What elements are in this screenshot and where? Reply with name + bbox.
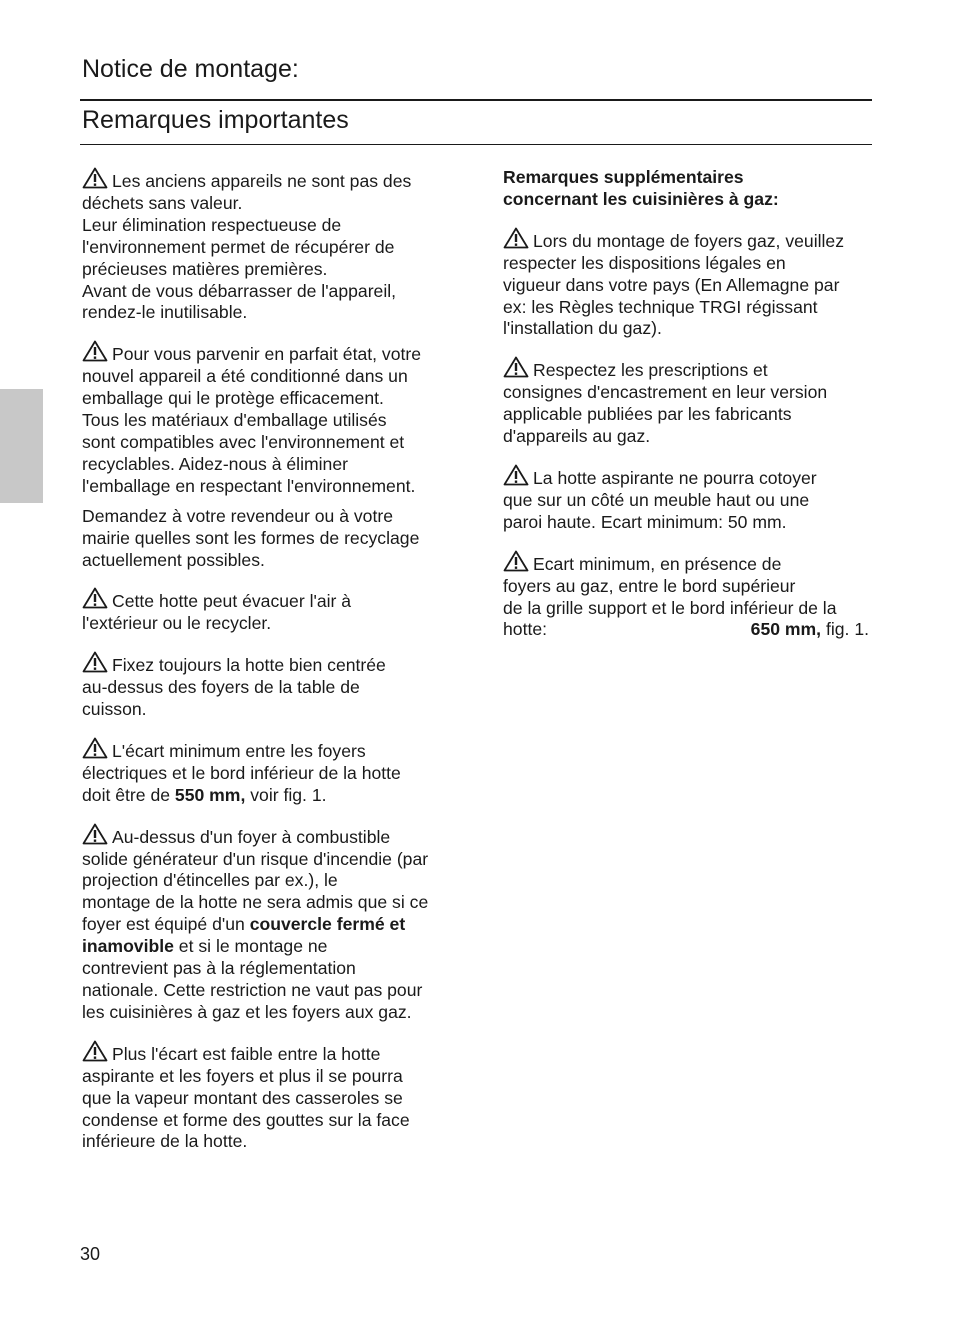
text-line: hotte: 650 mm, fig. 1. (503, 619, 869, 640)
page-number: 30 (80, 1244, 101, 1264)
section-title: Remarques importantes (82, 106, 349, 134)
left-column (82, 167, 454, 1169)
text-line: l'environnement permet de récupérer de (82, 236, 395, 257)
warning-triangle-icon (503, 550, 529, 572)
warning-triangle-icon (503, 227, 529, 249)
text-line: paroi haute. Ecart minimum: 50 mm. (503, 511, 787, 532)
text-line: ex: les Règles technique TRGI régissant (503, 296, 818, 317)
note-gas-regulations (503, 227, 875, 341)
text-line: concernant les cuisinières à gaz: (503, 188, 779, 209)
note-centered-mounting (82, 651, 454, 721)
text-line: d'appareils au gaz. (503, 426, 651, 447)
text-line: recyclables. Aidez-nous à éliminer (82, 453, 348, 474)
note-electric-distance (82, 737, 454, 807)
note-old-appliances (82, 167, 454, 324)
text-line: foyer est équipé d'un couvercle fermé et (82, 914, 406, 935)
text-line: l'installation du gaz). (503, 318, 662, 339)
text-line: Lors du montage de foyers gaz, veuillez (533, 230, 845, 251)
text-line: Pour vous parvenir en parfait état, votre (112, 344, 422, 365)
text-line: Plus l'écart est faible entre la hotte (112, 1043, 381, 1064)
emphasis: couvercle fermé et (249, 914, 406, 935)
text-line: inamovible et si le montage ne (82, 936, 328, 957)
text-line: précieuses matières premières. (82, 258, 328, 279)
distance-value: 550 mm, (174, 784, 246, 805)
text-line: Demandez à votre revendeur ou à votre (82, 505, 394, 526)
warning-triangle-icon (82, 587, 108, 609)
text-line: projection d'étincelles par ex.), le (82, 870, 338, 891)
text-line: consignes d'encastrement en leur version (503, 382, 828, 403)
text-line: doit être de 550 mm, voir fig. 1. (82, 784, 327, 805)
text-line: Au-dessus d'un foyer à combustible (112, 826, 391, 847)
note-recycling (82, 506, 454, 572)
emphasis: inamovible (82, 936, 174, 957)
text-line: que sur un côté un meuble haut ou une (503, 489, 810, 510)
text-line: respecter les dispositions légales en (503, 252, 786, 273)
text-line: de la grille support et le bord inférieur de la (503, 597, 837, 618)
note-gas-distance (503, 550, 875, 642)
distance-value: 650 mm, (750, 619, 822, 640)
text-line: déchets sans valeur. (82, 192, 243, 213)
side-tab-marker (0, 389, 43, 503)
note-packaging (82, 340, 454, 497)
text-line: contrevient pas à la réglementation (82, 958, 356, 979)
right-column (503, 167, 875, 657)
text-line: que la vapeur montant des casseroles se (82, 1087, 403, 1108)
note-condensation (82, 1040, 454, 1154)
text-line: La hotte aspirante ne pourra cotoyer (533, 467, 817, 488)
page-header-title: Notice de montage: (82, 55, 299, 83)
text-line: cuisson. (82, 699, 147, 720)
text-line: Cette hotte peut évacuer l'air à (112, 591, 352, 612)
warning-triangle-icon (82, 737, 108, 759)
text-line: Les anciens appareils ne sont pas des (112, 171, 412, 191)
text-line: électriques et le bord inférieur de la hotte (82, 762, 401, 783)
text-line: emballage qui le protège efficacement. (82, 388, 384, 409)
note-solid-fuel (82, 823, 454, 1024)
note-manufacturer-instructions (503, 356, 875, 448)
note-exhaust-recirculate (82, 587, 454, 635)
text-line: l'extérieur ou le recycler. (82, 613, 272, 634)
warning-triangle-icon (503, 356, 529, 378)
warning-triangle-icon (82, 651, 108, 673)
header-rule-top (80, 99, 872, 101)
text-line: rendez-le inutilisable. (82, 302, 248, 323)
warning-triangle-icon (82, 823, 108, 845)
text-line: mairie quelles sont les formes de recyclage (82, 527, 420, 548)
text-line: Tous les matériaux d'emballage utilisés (82, 410, 387, 431)
text-line: montage de la hotte ne sera admis que si ce (82, 892, 429, 913)
text-line: actuellement possibles. (82, 549, 265, 570)
text-line: Remarques supplémentaires (503, 167, 744, 187)
text-line: nationale. Cette restriction ne vaut pas pour (82, 980, 423, 1000)
text-line: nouvel appareil a été conditionné dans un (82, 366, 408, 387)
text-line: vigueur dans votre pays (En Allemagne par (503, 274, 840, 295)
text-line: Ecart minimum, en présence de (533, 553, 782, 574)
header-rule-bottom (80, 144, 872, 145)
text-line: sont compatibles avec l'environnement et (82, 431, 405, 452)
warning-triangle-icon (82, 167, 108, 189)
text-line: inférieure de la hotte. (82, 1131, 248, 1152)
text-line: l'emballage en respectant l'environnement. (82, 475, 416, 496)
text-line: les cuisinières à gaz et les foyers aux gaz. (82, 1001, 412, 1022)
text-line: Leur élimination respectueuse de (82, 214, 342, 235)
text-line: solide générateur d'un risque d'incendie (par (82, 848, 429, 869)
text-line: foyers au gaz, entre le bord supérieur (503, 575, 796, 596)
text-line: applicable publiées par les fabricants (503, 404, 792, 425)
warning-triangle-icon (82, 1040, 108, 1062)
text-line: aspirante et les foyers et plus il se pourra (82, 1065, 403, 1086)
warning-triangle-icon (82, 340, 108, 362)
text-line: Respectez les prescriptions et (533, 360, 768, 381)
text-line: Fixez toujours la hotte bien centrée (112, 655, 386, 676)
warning-triangle-icon (503, 464, 529, 486)
gas-remarks-heading (503, 167, 875, 211)
text-line: au-dessus des foyers de la table de (82, 677, 360, 698)
text-line: condense et forme des gouttes sur la face (82, 1109, 410, 1130)
note-side-cabinet (503, 464, 875, 534)
text-line: L'écart minimum entre les foyers (112, 740, 366, 761)
text-line: Avant de vous débarrasser de l'appareil, (82, 280, 397, 301)
